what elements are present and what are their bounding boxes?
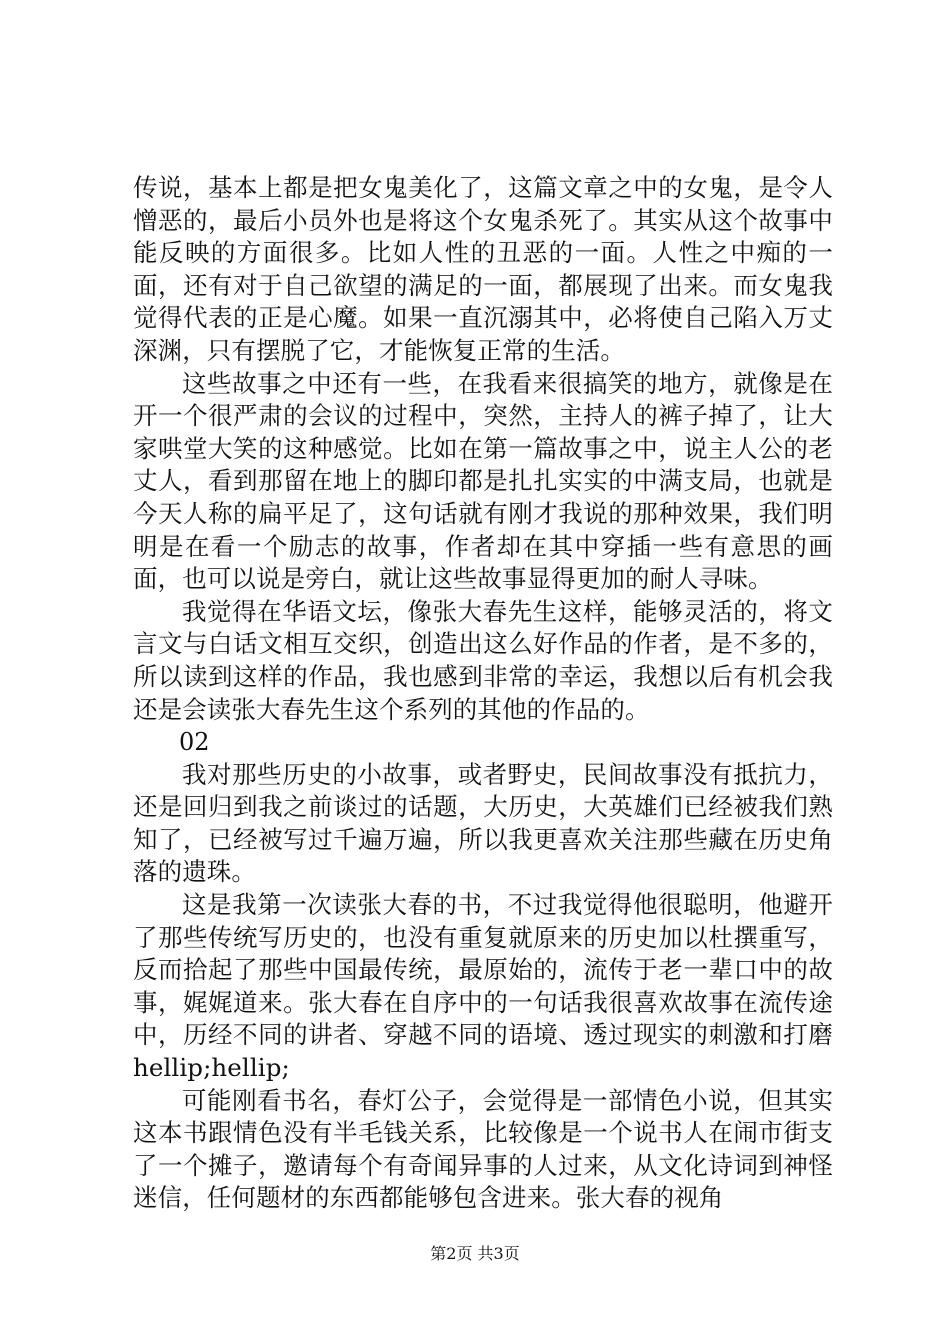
paragraph: 我觉得在华语文坛，像张大春先生这样，能够灵活的，将文言文与白话文相互交织，创造出这么好作品的作者，是不多的，所以读到这样的作品，我也感到非常的幸运，我想以后有机会我还是会读张大春先生这个系列的其他的作品的。 [133,596,833,724]
paragraph: 这些故事之中还有一些，在我看来很搞笑的地方，就像是在开一个很严肃的会议的过程中，突然，主持人的裤子掉了，让大家哄堂大笑的这种感觉。比如在第一篇故事之中，说主人公的老丈人，看到那留在地上的脚印都是扎扎实实的中满支局，也就是今天人称的扁平足了，这句话就有刚才我说的那种效果，我们明明是在看一个励志的故事，作者却在其中穿插一些有意思的画面，也可以说是旁白，就让这些故事显得更加的耐人寻味。 [133,368,833,594]
section-number: 02 [179,728,210,757]
paragraph: 我对那些历史的小故事，或者野史，民间故事没有抵抗力，还是回归到我之前谈过的话题，大历史，大英雄们已经被我们熟知了，已经被写过千遍万遍，所以我更喜欢关注那些藏在历史角落的遗珠。 [133,759,833,887]
paragraph-continuation: 传说，基本上都是把女鬼美化了，这篇文章之中的女鬼，是令人憎恶的，最后小员外也是将这个女鬼杀死了。其实从这个故事中能反映的方面很多。比如人性的丑恶的一面。人性之中痴的一面，还有对于自己欲望的满足的一面，都展现了出来。而女鬼我觉得代表的正是心魔。如果一直沉溺其中，必将使自己陷入万丈深渊，只有摆脱了它，才能恢复正常的生活。 [133,173,833,365]
paragraph: 可能刚看书名，春灯公子，会觉得是一部情色小说，但其实这本书跟情色没有半毛钱关系，比较像是一个说书人在闹市街支了一个摊子，邀请每个有奇闻异事的人过来，从文化诗词到神怪迷信，任何题材的东西都能够包含进来。张大春的视角 [133,1085,833,1213]
document-body [133,172,833,1215]
paragraph: 这是我第一次读张大春的书，不过我觉得他很聪明，他避开了那些传统写历史的，也没有重复就原来的历史加以杜撰重写，反而拾起了那些中国最传统，最原始的，流传于老一辈口中的故事，娓娓道来。张大春在自序中的一句话我很喜欢故事在流传途中，历经不同的讲者、穿越不同的语境、透过现实的刺激和打磨hellip;hellip; [133,890,833,1083]
page-footer: 第2页 共3页 [430,1244,520,1263]
